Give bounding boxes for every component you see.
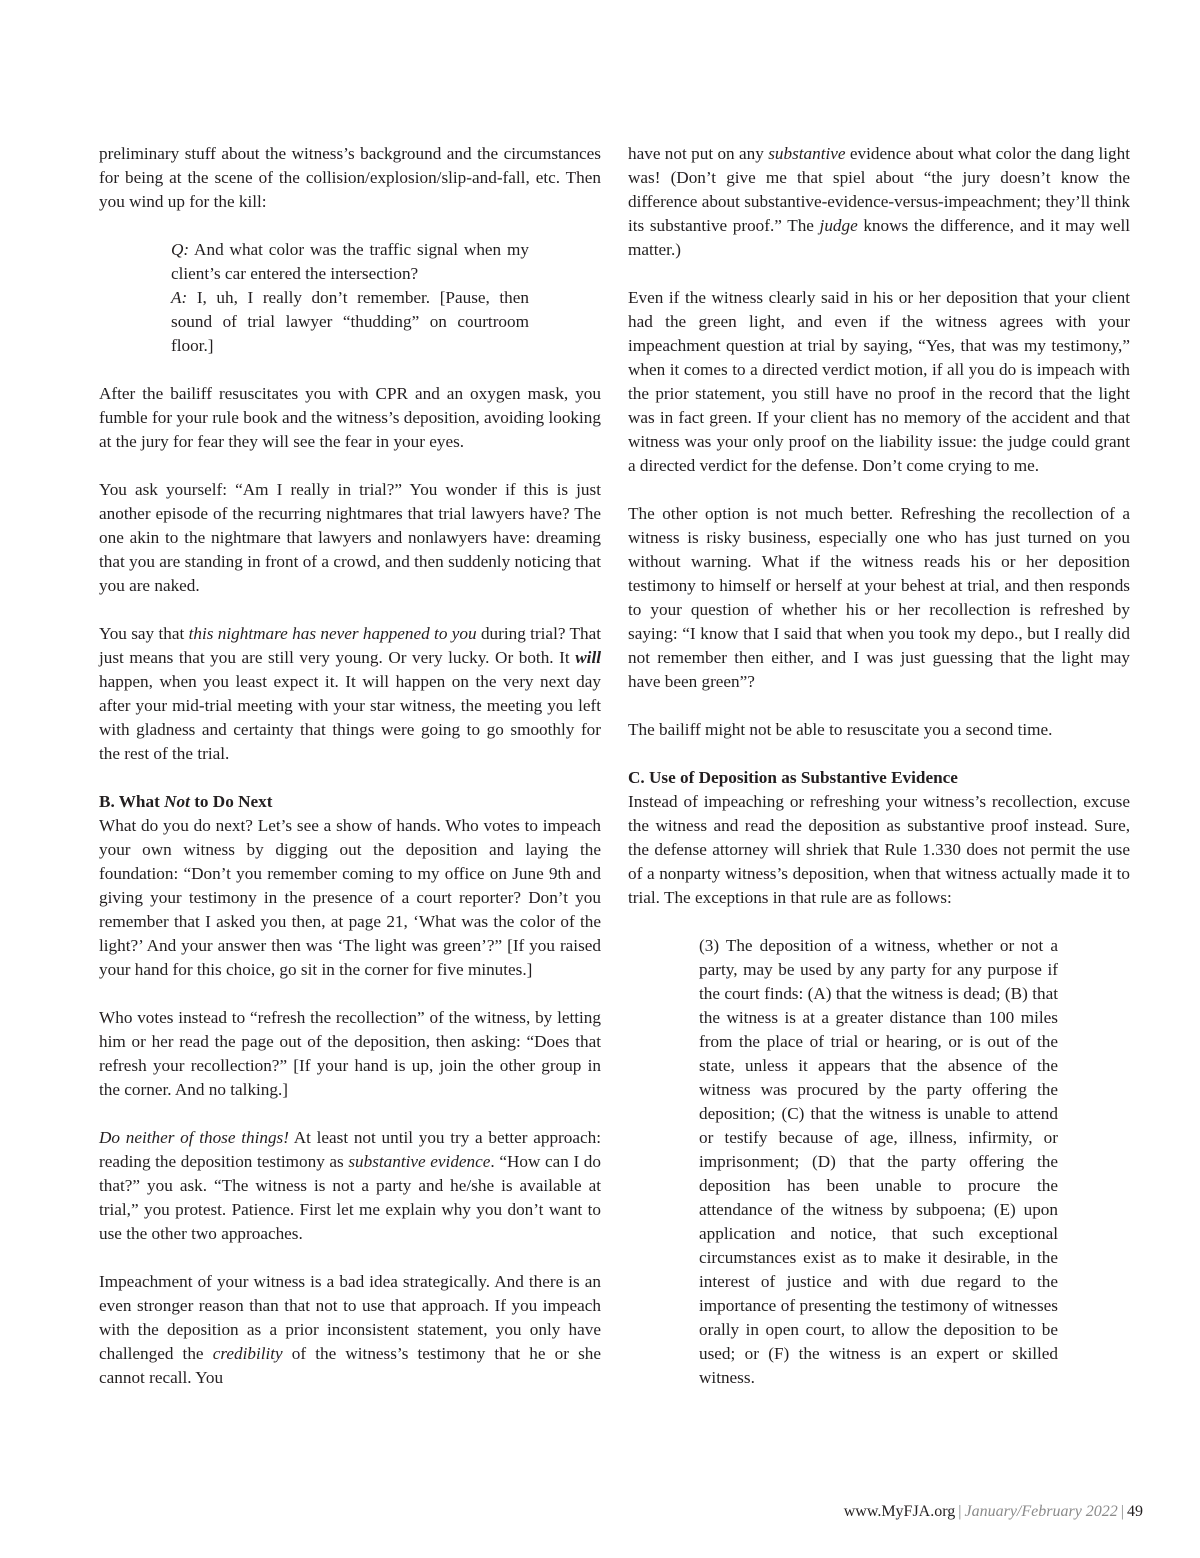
italic-run: Do neither of those things! <box>99 1128 289 1147</box>
text-run: have not put on any <box>628 144 769 163</box>
heading-text: B. What <box>99 792 165 811</box>
left-column <box>99 142 601 1390</box>
text-run: happen, when you least expect it. It will happen on the very next day after your mid-trial meeting with your star witness, the meeting you left with gladness and certainty that things were going to go smoothly for the rest of the trial. <box>99 672 601 763</box>
italic-run: credibility <box>212 1344 283 1363</box>
italic-run: substantive evidence <box>348 1152 491 1171</box>
text-run: of the witness’s testimony that he or she cannot recall. You <box>99 1344 601 1387</box>
heading-text: to Do Next <box>189 792 273 811</box>
page-number: 49 <box>1127 1503 1143 1520</box>
paragraph: Who votes instead to “refresh the recollection” of the witness, by letting him or her read the page out of the deposition, then asking: “Does that refresh your recollection?” [If your hand is up, join the other group in the corner. And no talking.] <box>99 1008 601 1099</box>
paragraph: The bailiff might not be able to resuscitate you a second time. <box>628 720 1053 739</box>
bold-italic-run: will <box>575 648 601 667</box>
text-run: knows the difference, and it may well matter.) <box>628 216 1130 259</box>
paragraph: After the bailiff resuscitates you with CPR and an oxygen mask, you fumble for your rule book and the witness’s deposition, avoiding looking at the jury for fear they will see the fear in your eyes. <box>99 384 601 451</box>
question-line <box>171 238 529 286</box>
right-column <box>628 142 1130 1390</box>
heading-italic: Not <box>164 792 190 811</box>
paragraph <box>99 1270 601 1390</box>
paragraph: Even if the witness clearly said in his or her deposition that your client had the green light, and even if the witness agrees with your impeachment question at trial by saying, “Yes, that was my testimony,” when it comes to a directed verdict motion, if all you do is impeach with the prior statement, you still have no proof in the record that the light was in fact green. If your client has no memory of the accident and that witness was your only proof on the liability issue: the judge could grant a directed verdict for the defense. Don’t come crying to me. <box>628 288 1130 475</box>
footer-separator: | <box>958 1503 962 1520</box>
italic-run: this nightmare has never happened to you <box>188 624 477 643</box>
website-link[interactable]: www.MyFJA.org <box>843 1503 956 1520</box>
paragraph <box>99 1126 601 1246</box>
footer-separator: | <box>1120 1503 1124 1520</box>
text-run: At least not until you try a better approach: reading the deposition testimony as <box>99 1128 601 1171</box>
text-run: evidence about what color the dang light was! (Don’t give me that spiel about “the jury doesn’t know the difference about substantive-evidence-versus-impeachment; they’ll think its substantive proof.” The <box>628 144 1131 235</box>
italic-run: judge <box>819 216 858 235</box>
text-run: . “How can I do that?” you ask. “The witness is not a party and he/she is available at trial,” you protest. Patience. First let me explain why you don’t want to use the other two approaches. <box>99 1152 601 1243</box>
page-footer <box>844 1501 1143 1523</box>
question-text: And what color was the traffic signal when my client’s car entered the intersection? <box>171 240 529 283</box>
paragraph: You ask yourself: “Am I really in trial?” You wonder if this is just another episode of the recurring nightmares that trial lawyers have? The one akin to the nightmare that lawyers and nonlawyers have: dreaming that you are standing in front of a crowd, and then suddenly noticing that you are naked. <box>99 480 601 595</box>
answer-text: I, uh, I really don’t remember. [Pause, then sound of trial lawyer “thudding” on courtroom floor.] <box>171 288 529 355</box>
paragraph: Instead of impeaching or refreshing your witness’s recollection, excuse the witness and read the deposition as substantive proof instead. Sure, the defense attorney will shriek that Rule 1.330 does not permit the use of a nonparty witness’s deposition, when that witness actually made it to trial. The exceptions in that rule are as follows: <box>628 792 1130 907</box>
answer-label: A: <box>171 288 188 307</box>
section-heading-c: C. Use of Deposition as Substantive Evidence <box>628 768 958 787</box>
paragraph <box>99 622 601 766</box>
rule-block-quote: (3) The deposition of a witness, whether or not a party, may be used by any party for any purpose if the court finds: (A) that the witness is dead; (B) that the witness is at a greater distance than 100 miles from the place of trial or hearing, or is out of the state, unless it appears that the absence of the witness was procured by the party offering the deposition; (C) that the witness is unable to attend or testify because of age, illness, infirmity, or imprisonment; (D) that the party offering the deposition has been unable to procure the attendance of the witness by subpoena; (E) upon application and notice, that such exceptional circumstances exist as to make it desirable, in the interest of justice and with due regard to the importance of presenting the testimony of witnesses orally in open court, to allow the deposition to be used; or (F) the witness is an expert or skilled witness. <box>699 936 1058 1387</box>
text-run: during trial? That just means that you are still very young. Or very lucky. Or both. It <box>99 624 601 667</box>
answer-line <box>171 286 529 358</box>
question-label: Q: <box>171 240 190 259</box>
paragraph: What do you do next? Let’s see a show of hands. Who votes to impeach your own witness by digging out the deposition and laying the foundation: “Don’t you remember coming to my office on June 9th and giving your testimony in the presence of a court reporter? Don’t you remember that I asked you then, at page 21, ‘What was the color of the light?’ And your answer then was ‘The light was green’?” [If you raised your hand for this choice, go sit in the corner for five minutes.] <box>99 816 601 979</box>
paragraph: The other option is not much better. Refreshing the recollection of a witness is risky business, especially one who has just turned on you without warning. What if the witness reads his or her deposition testimony to himself or herself at your behest at trial, and then responds to your question of whether his or her recollection is refreshed by saying: “I know that I said that when you took my depo., but I really did not remember then either, and I was just guessing that the light may have been green”? <box>628 504 1130 691</box>
paragraph: preliminary stuff about the witness’s background and the circumstances for being at the scene of the collision/explosion/slip-and-fall, etc. Then you wind up for the kill: <box>99 144 601 211</box>
paragraph <box>628 142 1130 262</box>
issue-date: January/February 2022 <box>964 1503 1118 1520</box>
text-run: You say that <box>99 624 189 643</box>
qa-excerpt <box>171 238 529 358</box>
section-heading-b <box>99 790 601 814</box>
italic-run: substantive <box>768 144 846 163</box>
text-run: Impeachment of your witness is a bad idea strategically. And there is an even stronger reason than that not to use that approach. If you impeach with the deposition as a prior inconsistent statement, you only have challenged the <box>99 1272 601 1363</box>
